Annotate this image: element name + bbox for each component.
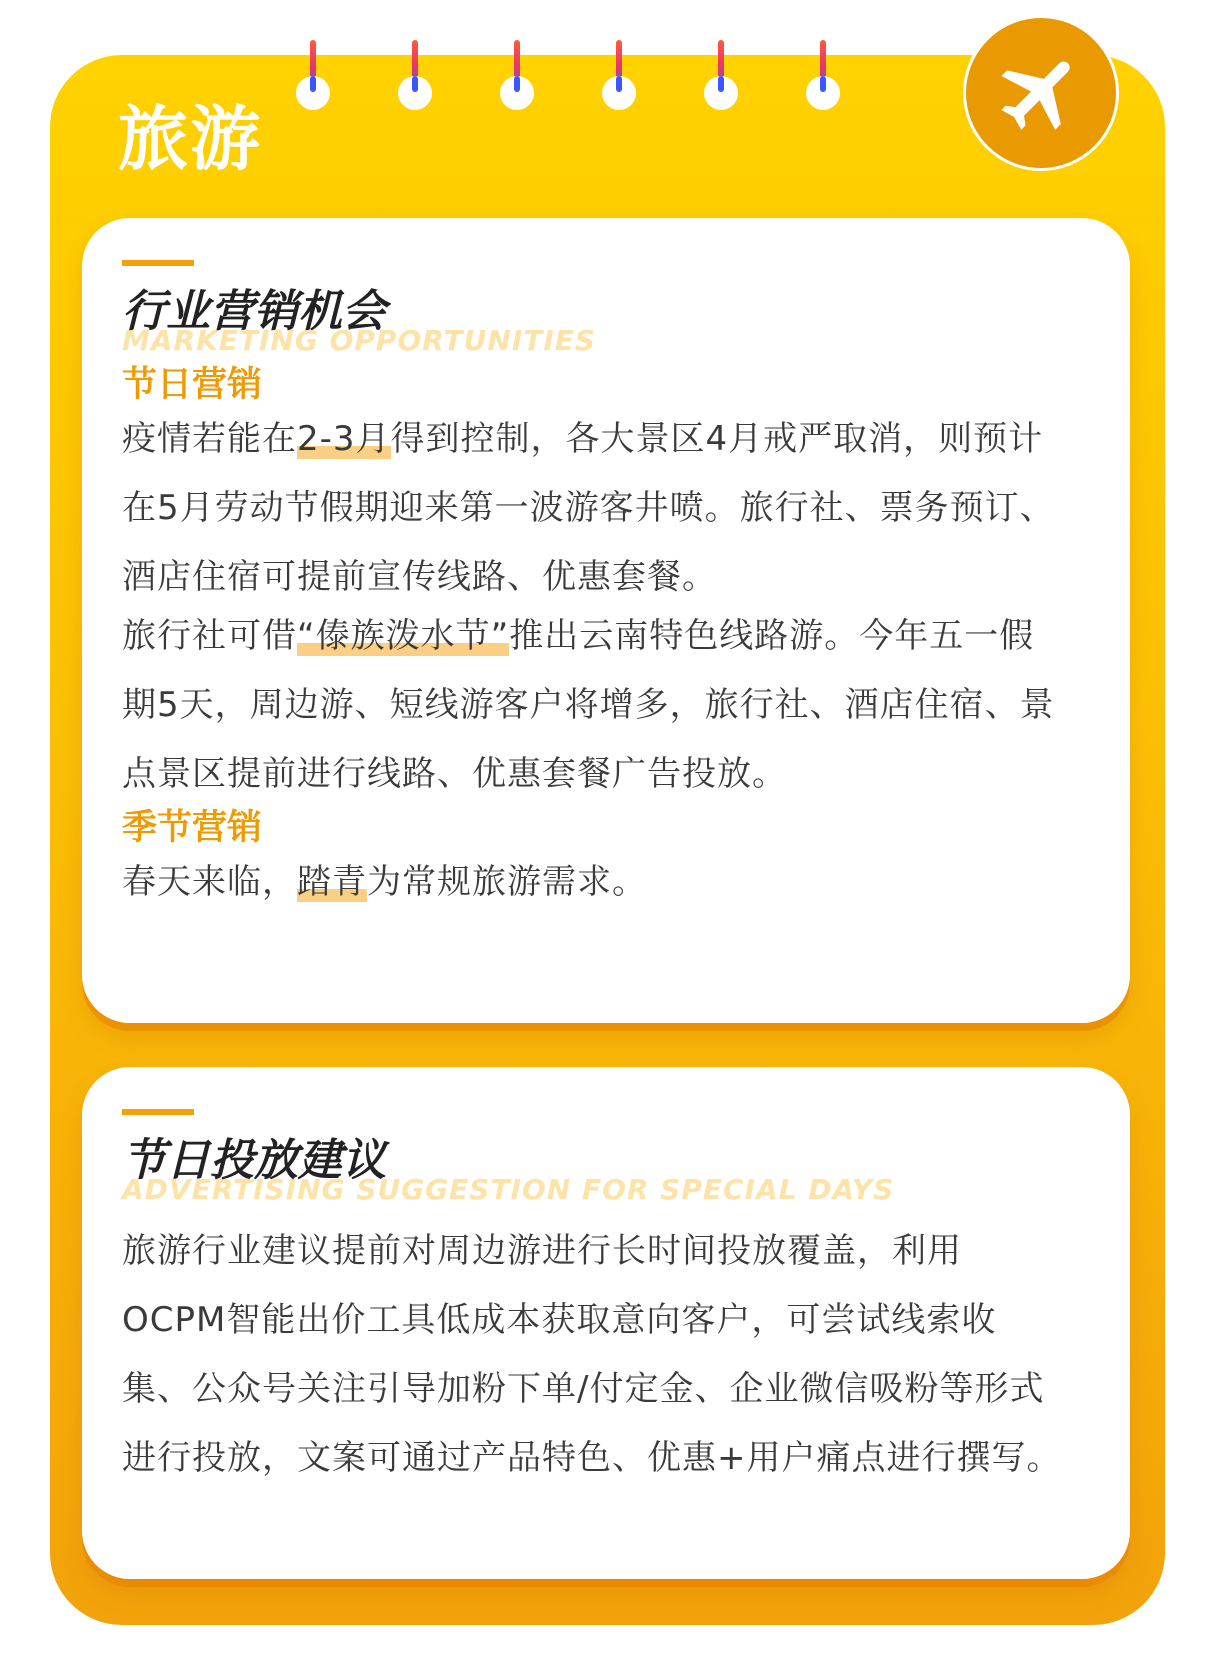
festival-paragraph-2: 旅行社可借“傣族泼水节”推出云南特色线路游。今年五一假期5天，周边游、短线游客户将增多，旅行社、酒店住宿、景点景区提前进行线路、优惠套餐广告投放。 [122,616,1055,794]
accent-bar [122,1109,194,1115]
marketing-opportunities-card [82,218,1130,1023]
airplane-icon [993,45,1089,141]
binder-ring [602,40,636,110]
english-subtitle: MARKETING OPPORTUNITIES [122,324,597,357]
highlight: 2-3月 [297,419,391,459]
highlight: “傣族泼水节” [297,616,510,656]
highlight: 踏青 [297,862,367,902]
season-paragraph: 春天来临，踏青为常规旅游需求。 [122,862,647,902]
binder-ring [398,40,432,110]
festival-paragraph-1: 疫情若能在2-3月得到控制，各大景区4月戒严取消，则预计在5月劳动节假期迎来第一波游客井喷。旅行社、票务预订、酒店住宿可提前宣传线路、优惠套餐。 [122,419,1055,597]
binder-ring [704,40,738,110]
binder-ring [500,40,534,110]
suggestion-paragraph: 旅游行业建议提前对周边游进行长时间投放覆盖，利用OCPM智能出价工具低成本获取意向客户，可尝试线索收集、公众号关注引导加粉下单/付定金、企业微信吸粉等形式进行投放，文案可通过产品特色、优惠+用户痛点进行撰写。 [122,1231,1062,1478]
english-subtitle: ADVERTISING SUGGESTION FOR SPECIAL DAYS [122,1173,895,1206]
binder-ring [296,40,330,110]
section-title: 行业营销机会 [122,286,386,337]
festival-marketing-label: 节日营销 [122,365,263,405]
season-marketing-label: 季节营销 [122,808,263,848]
airplane-badge [963,15,1119,171]
binder-ring [806,40,840,110]
section-title: 节日投放建议 [122,1135,386,1186]
page-title: 旅游 [118,98,262,180]
accent-bar [122,260,194,266]
advertising-suggestion-card [82,1067,1130,1579]
